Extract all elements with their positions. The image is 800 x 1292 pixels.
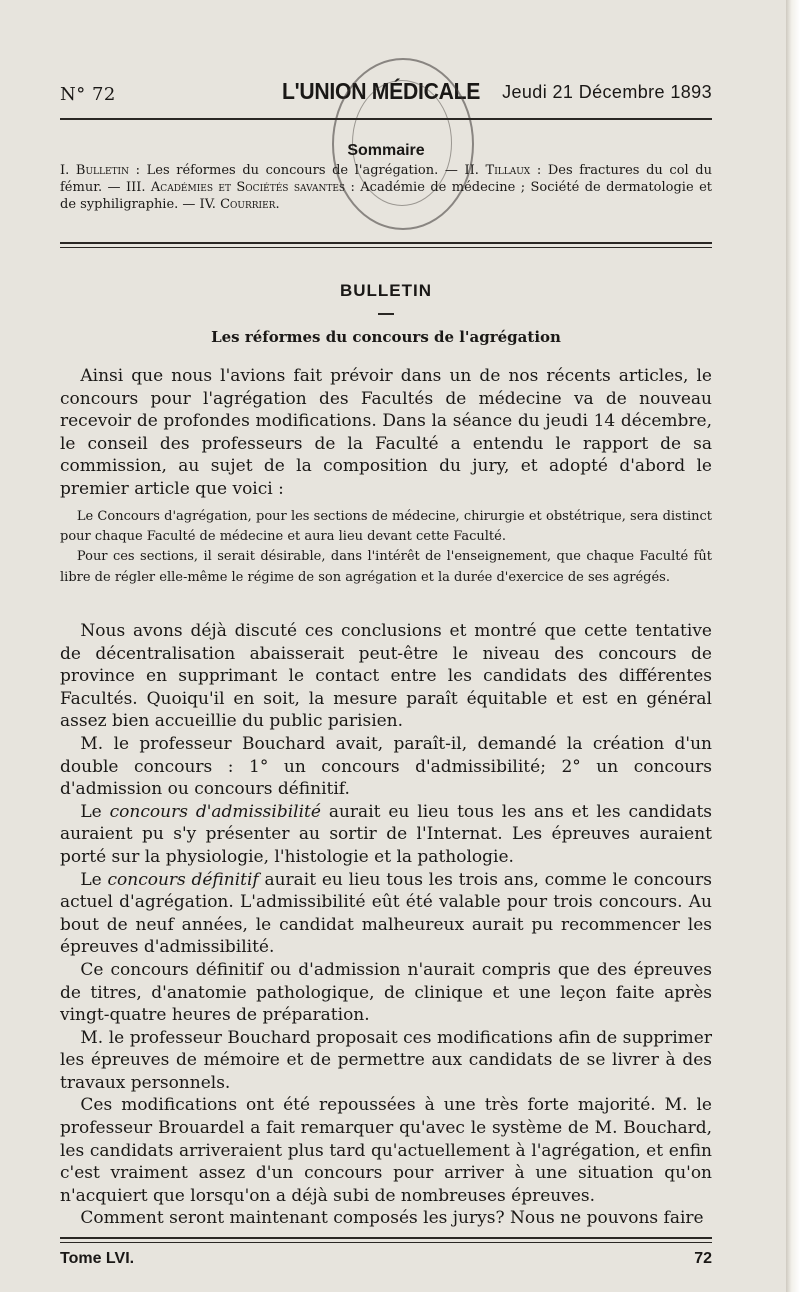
- bulletin-heading: BULLETIN: [339, 281, 433, 300]
- heading-dash: [378, 313, 394, 315]
- journal-title: L'UNION MÉDICALE: [282, 78, 481, 104]
- body-paragraph-7: Ces modifications ont été repoussées à une très forte majorité. M. le professeur Brouardel a fait remarquer qu'avec le système de M. Bouchard, les candidats arriveraient plus tard qu'actuellement à l'agrégation, et enfin c'est vraiment assez d'un concours pour arriver à une situation qu'on n'acquiert que lorsqu'on a déjà subi de nombreuses épreuves.: [60, 1095, 712, 1206]
- body-paragraph-2: M. le professeur Bouchard avait, paraît-il, demandé la création d'un double concours : 1° un concours d'admissibilité; 2° un concours d'admission ou concours définitif.: [60, 733, 712, 800]
- article-body: [60, 620, 712, 1230]
- body-paragraph-6: M. le professeur Bouchard proposait ces modifications afin de supprimer les épreuves de mémoire et de permettre aux candidats de se livrer à des travaux personnels.: [60, 1027, 712, 1093]
- issue-date: Jeudi 21 Décembre 1893: [502, 82, 712, 102]
- article-intro: [60, 365, 712, 501]
- sommaire-item-3-text: : Académie de médecine ; Société de dermatologie et de syphiligraphie. — IV.: [60, 180, 712, 212]
- sommaire-item-4-text: .: [275, 197, 280, 212]
- issue-number: N° 72: [60, 84, 116, 105]
- page-edge: [786, 0, 800, 1292]
- volume-label: Tome LVI.: [60, 1250, 135, 1267]
- p3-lead: Le: [80, 801, 110, 822]
- footer-rule-thin: [60, 1242, 712, 1243]
- quote-paragraph-2: Pour ces sections, il serait désirable, dans l'intérêt de l'enseignement, que chaque Faculté fût libre de régler elle-même le régime de son agrégation et la durée d'exercice de ses agrégés.: [60, 549, 712, 585]
- p4-lead: Le: [80, 869, 108, 890]
- body-paragraph-1: Nous avons déjà discuté ces conclusions et montré que cette tentative de décentralisation abaisserait peut-être le niveau des concours de province en supprimant le contact entre les candidats des différentes Facultés. Quoiqu'il en soit, la mesure paraît équitable et est en général assez bien accueillie du public parisien.: [60, 621, 712, 732]
- intro-paragraph: Ainsi que nous l'avions fait prévoir dans un de nos récents articles, le concours pour l'agrégation des Facultés de médecine va de nouveau recevoir de profondes modifications. Dans la séance du jeudi 14 décembre, le conseil des professeurs de la Faculté a entendu le rapport de sa commission, au sujet de la composition du jury, et adopté d'abord le premier article que voici :: [60, 366, 712, 499]
- sommaire-rule-thin: [60, 247, 712, 248]
- quote-paragraph-1: Le Concours d'agrégation, pour les sections de médecine, chirurgie et obstétrique, sera distinct pour chaque Faculté de médecine et aura lieu devant cette Faculté.: [60, 509, 712, 545]
- sommaire-item-1-label: I. Bulletin: [60, 163, 129, 178]
- sommaire-item-4-label: Courrier: [220, 197, 276, 212]
- sommaire-item-1-text: : Les réformes du concours de l'agrégation. — II.: [129, 163, 486, 178]
- sommaire-item-2-label: Tillaux: [485, 163, 531, 178]
- article-title: Les réformes du concours de l'agrégation: [211, 328, 561, 346]
- sommaire-item-2-text: : Des fractures du col du fémur. — III.: [60, 163, 713, 195]
- sommaire-contents: [60, 162, 712, 213]
- sommaire-item-3-label: Académies et Sociétés savantes: [150, 180, 346, 195]
- sommaire-rule-thick: [60, 242, 712, 244]
- sommaire-title: Sommaire: [347, 142, 425, 159]
- p3-italic-term: concours d'admissibilité: [109, 801, 321, 822]
- footer-rule-thick: [60, 1237, 712, 1239]
- p3-rest: aurait eu lieu tous les ans et les candidats auraient pu s'y présenter au sortir de l'Internat. Les épreuves auraient porté sur la physiologie, l'histologie et la pathologie.: [60, 801, 712, 867]
- body-paragraph-3: [60, 801, 712, 869]
- body-paragraph-5: Ce concours définitif ou d'admission n'aurait compris que des épreuves de titres, d'anatomie pathologique, de clinique et une leçon faite après vingt-quatre heures de préparation.: [60, 959, 712, 1026]
- body-paragraph-8: Comment seront maintenant composés les jurys? Nous ne pouvons faire: [80, 1208, 704, 1229]
- page-number: 72: [694, 1250, 712, 1267]
- header-rule: [60, 118, 712, 120]
- p4-rest: aurait eu lieu tous les trois ans, comme le concours actuel d'agrégation. L'admissibilité eût été valable pour trois concours. Au bout de neuf années, le candidat malheureux aurait pu recommencer les épreuves d'admissibilité.: [60, 869, 712, 958]
- p4-italic-term: concours définitif: [107, 869, 259, 890]
- quoted-article: [60, 507, 712, 588]
- body-paragraph-4: [60, 869, 712, 959]
